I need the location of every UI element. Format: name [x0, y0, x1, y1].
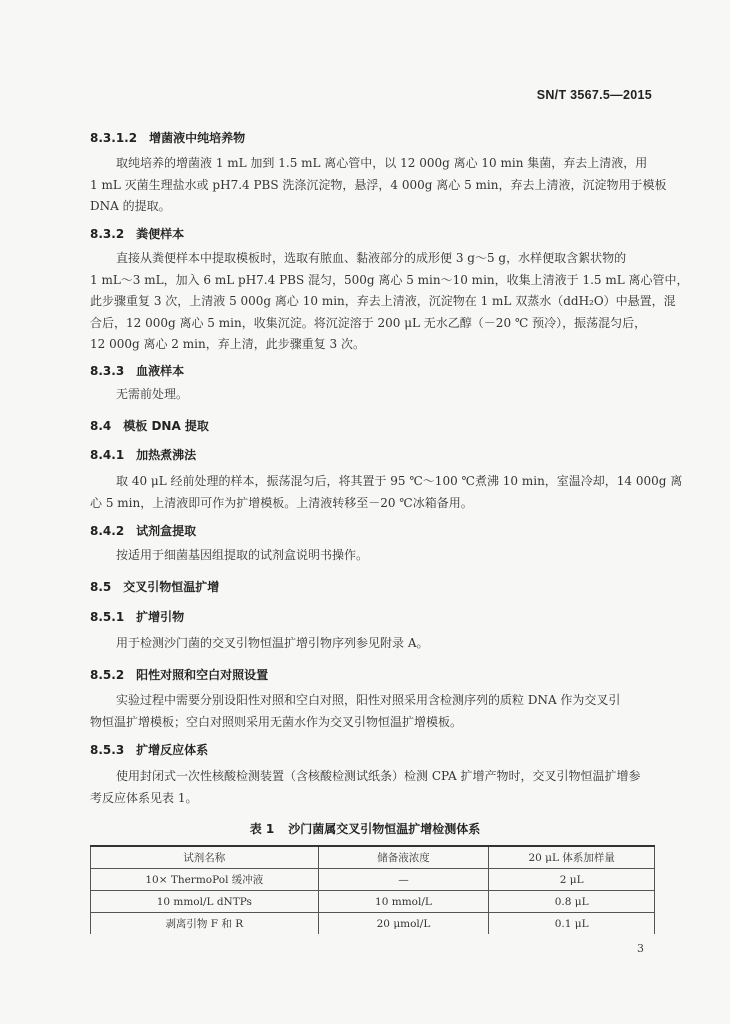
table-cell: 10× ThermoPol 缓冲液 [91, 869, 319, 891]
section-number: 8.4.2 [90, 524, 125, 538]
paragraph-stool-sample [90, 248, 689, 356]
table-cell: 20 μmol/L [318, 913, 489, 935]
reagent-table [90, 845, 655, 934]
paragraph-blood-sample [90, 384, 650, 406]
section-number: 8.5.3 [90, 743, 125, 757]
table-cell: 剥离引物 F 和 R [91, 913, 319, 935]
section-number: 8.5.1 [90, 610, 125, 624]
section-number: 8.4.1 [90, 448, 125, 462]
paragraph-line: 考反应体系见表 1。 [90, 790, 198, 805]
paragraph-line: 无需前处理。 [116, 387, 189, 401]
paragraph-line: 取纯培养的增菌液 1 mL 加到 1.5 mL 离心管中，以 12 000g 离心 10 min 集菌，弃去上清液，用 [116, 156, 648, 170]
page-number: 3 [637, 942, 644, 955]
paragraph-pure-culture [90, 153, 667, 218]
section-heading-8-3-3 [90, 362, 184, 379]
section-title: 阳性对照和空白对照设置 [136, 668, 269, 682]
section-number: 8.3.1.2 [90, 131, 138, 145]
paragraph-line: 用于检测沙门菌的交叉引物恒温扩增引物序列参见附录 A。 [116, 636, 429, 650]
section-heading-8-5-2 [90, 666, 268, 683]
table-cell: 0.1 μL [489, 913, 655, 935]
table-cell: — [318, 869, 489, 891]
paragraph-primers [90, 633, 650, 655]
paragraph-line: 心 5 min，上清液即可作为扩增模板。上清液转移至－20 ℃冰箱备用。 [90, 495, 473, 510]
paragraph-reaction-system [90, 766, 650, 809]
paragraph-line: 实验过程中需要分别设阳性对照和空白对照，阳性对照采用含检测序列的质粒 DNA 作为交叉引 [116, 693, 621, 707]
paragraph-line: 1 mL～3 mL，加入 6 mL pH7.4 PBS 混匀，500g 离心 5 min～10 min，收集上清液于 1.5 mL 离心管中， [90, 272, 689, 287]
section-heading-8-5-3 [90, 741, 208, 758]
standard-code: SN/T 3567.5—2015 [536, 88, 652, 102]
paragraph-line: 直接从粪便样本中提取模板时，选取有脓血、黏液部分的成形便 3 g～5 g，水样便取含絮状物的 [116, 251, 627, 265]
column-header: 试剂名称 [91, 846, 319, 869]
section-heading-8-4-2 [90, 522, 196, 539]
table-number: 表 1 [249, 822, 275, 836]
table-row [91, 913, 655, 935]
section-title: 加热煮沸法 [136, 448, 197, 462]
table-header-row [91, 846, 655, 869]
table-row [91, 869, 655, 891]
section-heading-8-3-2 [90, 225, 184, 242]
paragraph-line: DNA 的提取。 [90, 199, 171, 213]
paragraph-controls [90, 690, 650, 733]
paragraph-line: 按适用于细菌基因组提取的试剂盒说明书操作。 [116, 548, 369, 562]
section-heading-8-3-1-2 [90, 129, 245, 146]
table-cell: 2 μL [489, 869, 655, 891]
paragraph-line: 使用封闭式一次性核酸检测装置（含核酸检测试纸条）检测 CPA 扩增产物时，交叉引物恒温扩增参 [116, 769, 641, 783]
paragraph-line: 1 mL 灭菌生理盐水或 pH7.4 PBS 洗涤沉淀物，悬浮，4 000g 离心 5 min，弃去上清液，沉淀物用于模板 [90, 177, 667, 192]
column-header: 储备液浓度 [318, 846, 489, 869]
section-heading-8-5-1 [90, 608, 184, 625]
table-cell: 10 mmol/L [318, 891, 489, 913]
section-title: 增菌液中纯培养物 [149, 131, 246, 145]
paragraph-boiling-method [90, 471, 683, 514]
section-title: 交叉引物恒温扩增 [123, 580, 220, 594]
table-cell: 0.8 μL [489, 891, 655, 913]
table-row [91, 891, 655, 913]
section-title: 扩增引物 [136, 610, 185, 624]
column-header: 20 μL 体系加样量 [489, 846, 655, 869]
table-caption [0, 820, 730, 837]
section-number: 8.3.3 [90, 364, 125, 378]
section-heading-8-4-1 [90, 446, 196, 463]
paragraph-line: 12 000g 离心 2 min，弃上清，此步骤重复 3 次。 [90, 337, 365, 351]
section-heading-8-4 [90, 417, 209, 434]
section-number: 8.5.2 [90, 668, 125, 682]
section-title: 粪便样本 [136, 227, 185, 241]
section-title: 扩增反应体系 [136, 743, 209, 757]
paragraph-kit-extraction [90, 545, 650, 567]
paragraph-line: 此步骤重复 3 次，上清液 5 000g 离心 10 min，弃去上清液，沉淀物在 1 mL 双蒸水（ddH₂O）中悬置，混 [90, 294, 676, 308]
section-title: 血液样本 [136, 364, 185, 378]
section-number: 8.4 [90, 419, 112, 433]
table-cell: 10 mmol/L dNTPs [91, 891, 319, 913]
section-heading-8-5 [90, 578, 219, 595]
section-title: 模板 DNA 提取 [123, 419, 209, 433]
section-number: 8.5 [90, 580, 112, 594]
section-title: 试剂盒提取 [136, 524, 197, 538]
paragraph-line: 取 40 μL 经前处理的样本，振荡混匀后，将其置于 95 ℃～100 ℃煮沸 10 min，室温冷却，14 000g 离 [116, 474, 683, 488]
table-title: 沙门菌属交叉引物恒温扩增检测体系 [288, 822, 481, 836]
paragraph-line: 物恒温扩增模板；空白对照则采用无菌水作为交叉引物恒温扩增模板。 [90, 714, 463, 729]
paragraph-line: 合后，12 000g 离心 5 min，收集沉淀。将沉淀溶于 200 μL 无水乙醇（－20 ℃ 预冷），振荡混匀后， [90, 315, 647, 330]
section-number: 8.3.2 [90, 227, 125, 241]
